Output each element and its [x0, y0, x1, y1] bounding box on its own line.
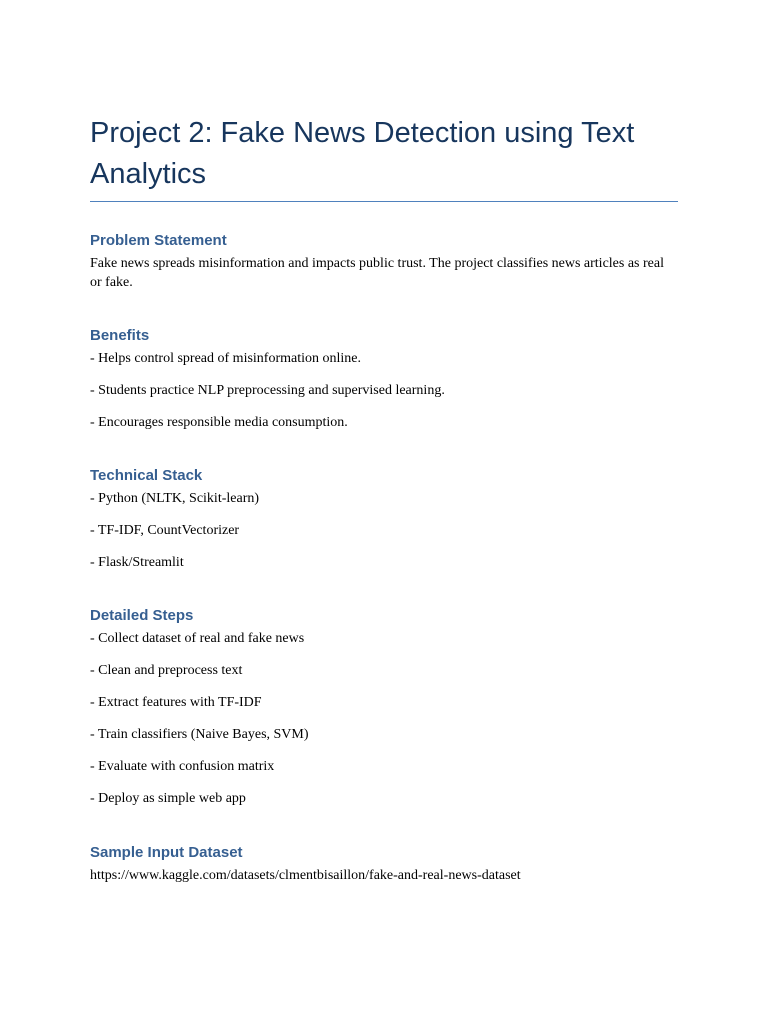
- sample-input-dataset-section: [90, 843, 678, 886]
- dataset-url-link[interactable]: https://www.kaggle.com/datasets/clmentbisaillon/fake-and-real-news-dataset: [90, 868, 521, 883]
- problem-statement-heading: Problem Statement: [90, 232, 227, 249]
- list-item: - Students practice NLP preprocessing and supervised learning.: [90, 383, 445, 398]
- document-page: [90, 113, 678, 202]
- technical-stack-section: [90, 466, 678, 572]
- benefits-list: [90, 350, 678, 432]
- list-item: - Flask/Streamlit: [90, 555, 184, 570]
- sample-input-dataset-heading: Sample Input Dataset: [90, 844, 243, 861]
- technical-stack-heading: Technical Stack: [90, 467, 203, 484]
- list-item: - TF-IDF, CountVectorizer: [90, 523, 240, 538]
- benefits-section: [90, 326, 678, 432]
- technical-stack-list: [90, 490, 678, 572]
- document-title: Project 2: Fake News Detection using Text Analytics: [90, 113, 678, 202]
- detailed-steps-list: [90, 630, 678, 808]
- list-item: - Clean and preprocess text: [90, 663, 243, 678]
- list-item: - Extract features with TF-IDF: [90, 695, 262, 710]
- list-item: - Encourages responsible media consumption.: [90, 415, 348, 430]
- list-item: - Collect dataset of real and fake news: [90, 631, 305, 646]
- list-item: - Evaluate with confusion matrix: [90, 759, 275, 774]
- list-item: - Python (NLTK, Scikit-learn): [90, 491, 260, 506]
- list-item: - Helps control spread of misinformation online.: [90, 351, 361, 366]
- detailed-steps-section: [90, 606, 678, 808]
- problem-statement-section: [90, 231, 678, 292]
- list-item: - Deploy as simple web app: [90, 791, 246, 806]
- benefits-heading: Benefits: [90, 327, 150, 344]
- detailed-steps-heading: Detailed Steps: [90, 607, 194, 624]
- list-item: - Train classifiers (Naive Bayes, SVM): [90, 727, 309, 742]
- problem-statement-text: Fake news spreads misinformation and impacts public trust. The project classifies news articles as real or fake.: [90, 256, 664, 290]
